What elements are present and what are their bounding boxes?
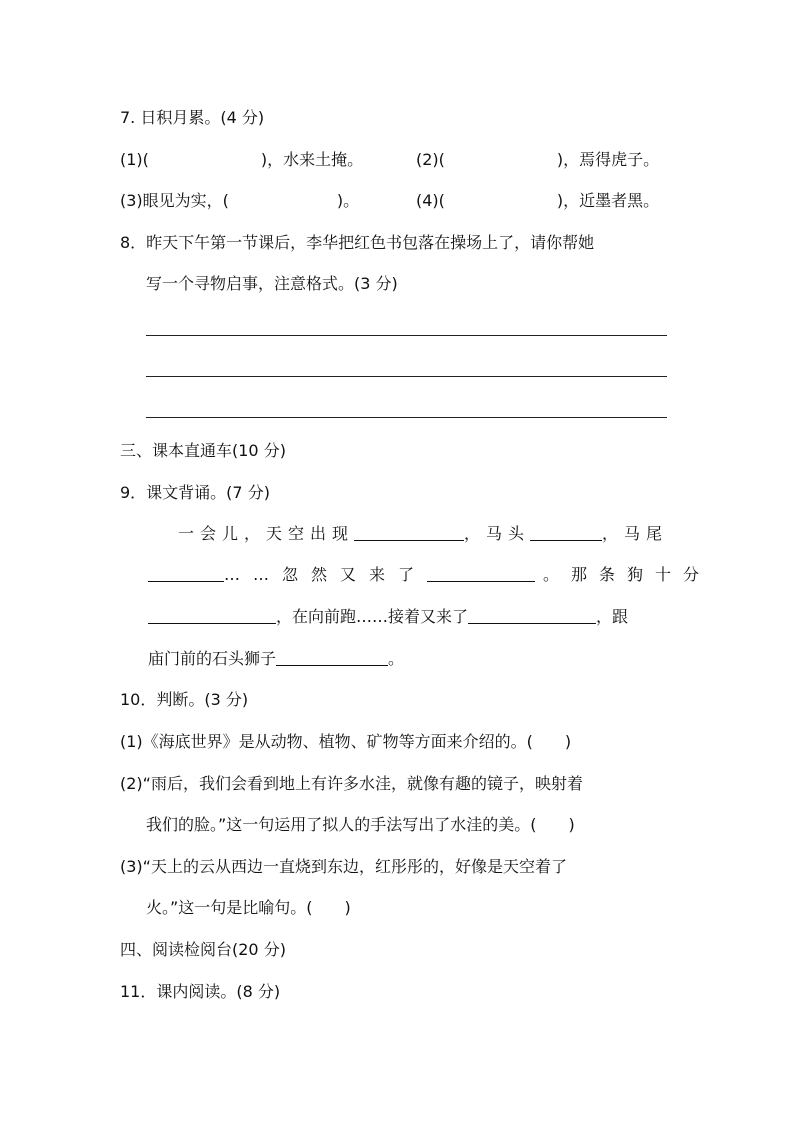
q10-item-2-line-2: 我们的脸。”这一句运用了拟人的手法写出了水洼的美。( ) [146,815,575,834]
q9-blank-7[interactable] [276,649,388,666]
q9-line-1 [178,523,668,545]
q9-blank-1[interactable] [354,524,464,541]
q8-line-1: 8．昨天下午第一节课后，李华把红色书包落在操场上了，请你帮她 [120,233,595,252]
answer-line-2[interactable] [146,376,667,377]
section-3-heading: 三、课本直通车(10 分) [120,441,286,460]
q10-item-1: (1)《海底世界》是从动物、植物、矿物等方面来介绍的。( ) [120,732,572,751]
q9-text-2b: 。那条狗十分 [543,565,712,584]
q10-item-2-line-1: (2)“雨后，我们会看到地上有许多水洼，就像有趣的镜子，映射着 [120,774,583,793]
q10-item-3-line-2: 火。”这一句是比喻句。( ) [146,898,351,917]
q7-item-3-close: )。 [336,191,360,210]
q9-text-4a: 庙门前的石头狮子 [148,649,277,668]
q11-title: 11．课内阅读。(8 分) [120,982,281,1001]
q9-text-1b: ，马头 [464,524,531,543]
section-4-heading: 四、阅读检阅台(20 分) [120,940,286,959]
q7-item-1-close: )，水来土掩。 [260,150,364,169]
q9-line-4 [148,648,404,670]
q7-item-3 [120,190,359,212]
q9-blank-2[interactable] [530,524,602,541]
q7-item-2-close: )，焉得虎子。 [556,150,660,169]
q9-blank-5[interactable] [148,607,276,624]
q9-blank-3[interactable] [148,565,224,582]
q9-text-3a: ，在向前跑……接着又来了 [276,607,469,626]
q9-text-1a: 一会儿，天空出现 [178,524,355,543]
q7-item-2-open: (2)( [416,150,445,169]
q8-line-2: 写一个寻物启事，注意格式。(3 分) [146,274,398,293]
q7-item-4-open: (4)( [416,191,445,210]
q7-item-4 [416,190,659,212]
answer-line-3[interactable] [146,417,667,418]
q7-item-1-open: (1)( [120,150,149,169]
q7-item-3-open: (3)眼见为实，( [120,191,229,210]
q10-title: 10．判断。(3 分) [120,690,249,709]
q9-text-2a: ……忽然又来了 [224,565,428,584]
q7-item-1 [120,149,363,171]
q9-text-4b: 。 [388,649,405,668]
q9-blank-4[interactable] [427,565,535,582]
q7-item-2 [416,149,659,171]
q7-title: 7. 日积月累。(4 分) [120,108,265,127]
q9-text-3b: ，跟 [596,607,629,626]
q9-title: 9．课文背诵。(7 分) [120,483,270,502]
q9-line-3 [148,606,628,628]
q9-line-2 [148,564,711,586]
q10-item-3-line-1: (3)“天上的云从西边一直烧到东边，红彤彤的，好像是天空着了 [120,857,567,876]
q7-item-4-close: )，近墨者黑。 [556,191,660,210]
q9-blank-6[interactable] [468,607,596,624]
q9-text-1c: ，马尾 [602,524,669,543]
answer-line-1[interactable] [146,335,667,336]
